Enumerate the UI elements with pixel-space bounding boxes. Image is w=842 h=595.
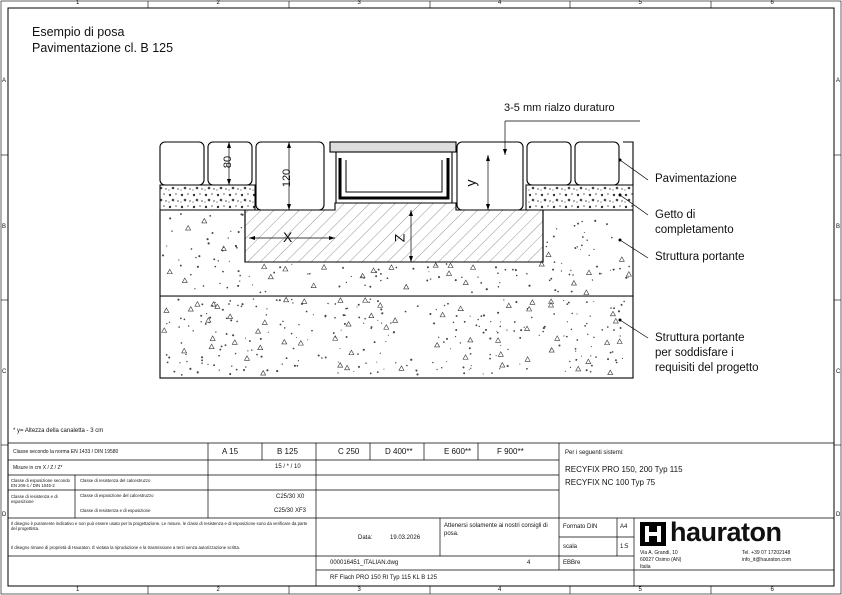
format-value: A4 <box>620 524 628 530</box>
frame-row-letter: D <box>836 511 841 518</box>
lower-foundation <box>160 296 633 378</box>
address-2: 60027 Osimo (AN) <box>640 557 682 563</box>
frame-column-number: 1 <box>76 587 80 593</box>
installation-note: Attenersi solamente ai nostri consigli di posa. <box>444 523 548 537</box>
address-1: Via A. Grandi, 10 <box>640 550 678 556</box>
class-d400: D 400** <box>385 447 413 456</box>
b125-measures: 15 / * / 10 <box>275 464 301 470</box>
footnote: * y= Altezza della canaletta - 3 cm <box>13 428 104 434</box>
disclaimer-1: Il disegno è puramente indicativo e non può essere usato per la progettazione. Le misure, le classi di resistenza e di esposizione sono da verificare da parte del progettista. <box>11 521 308 531</box>
label-foundation-requirements: Struttura portante per soddisfare i requisiti del progetto <box>655 332 759 374</box>
frame-column-number: 2 <box>216 587 220 593</box>
frame-column-number: 3 <box>357 0 361 6</box>
b125-concrete-x0: C25/30 X0 <box>276 494 305 500</box>
top-note: 3-5 mm rialzo duraturo <box>504 102 615 114</box>
frame-column-number: 3 <box>357 587 361 593</box>
phone: Tel. +39 07 17202148 <box>742 550 791 556</box>
frame-column-number: 5 <box>638 0 642 6</box>
hauraton-logo-mark <box>640 522 666 546</box>
disclaimer-2: Il disegno rimane di proprietà di Hauraton. È vietata la riproduzione e la trasmissione a terzi senza autorizzazione scritta. <box>11 545 241 550</box>
class-e600: E 600** <box>444 447 472 456</box>
email: info_it@hauraton.com <box>742 557 791 563</box>
drawing-title-line-2: Pavimentazione cl. B 125 <box>32 41 174 55</box>
drawing-title-line-1: Esempio di posa <box>32 25 125 39</box>
revision: 4 <box>527 560 531 566</box>
class-header: Classe secondo la norma EN 1433 / DIN 19580 <box>13 449 119 455</box>
frame-row-letter: C <box>836 368 841 375</box>
row-label-measures: Misure in cm X / Z / Z* <box>13 465 63 471</box>
systems-title: Per i seguenti sistemi: <box>565 450 624 456</box>
dimension-x: X <box>283 229 293 245</box>
frame-row-letter: A <box>2 77 7 84</box>
class-b125: B 125 <box>277 447 298 456</box>
hauraton-logo-text: hauraton <box>670 517 782 547</box>
frame-column-number: 5 <box>638 587 642 593</box>
frame-column-number: 2 <box>216 0 220 6</box>
title-block-grid <box>8 443 834 586</box>
frame-column-number: 4 <box>498 0 502 6</box>
frame-column-number: 6 <box>770 587 774 593</box>
frame-row-letter: B <box>2 223 7 230</box>
class-a15: A 15 <box>222 447 239 456</box>
sub-label-2: Classe di esposizione del calcestruzzo <box>80 493 154 498</box>
author: EBBre <box>563 560 581 566</box>
system-2: RECYFIX NC 100 Typ 75 <box>565 478 656 487</box>
frame-column-number: 1 <box>76 0 80 6</box>
drawing-code: RF Flach PRO 150 RI Typ 115 KL B 125 <box>330 575 437 581</box>
date-label: Data: <box>358 535 373 541</box>
class-c250: C 250 <box>338 447 360 456</box>
drainage-channel <box>330 142 456 203</box>
b125-concrete-xf3: C25/30 XF3 <box>274 508 307 514</box>
label-paving: Pavimentazione <box>655 173 737 185</box>
dimension-z: Z <box>391 233 408 243</box>
left-column-2: Classe di resistenza e di esposizione <box>11 494 58 504</box>
date-value: 19.03.2026 <box>390 535 421 541</box>
dimension-y: y <box>462 179 479 187</box>
dimension-120: 120 <box>281 168 294 188</box>
system-1: RECYFIX PRO 150, 200 Typ 115 <box>565 465 683 474</box>
frame-column-number: 4 <box>498 587 502 593</box>
frame-row-letter: D <box>2 511 7 518</box>
label-completion-concrete: Getto di completamento <box>655 209 734 236</box>
file-name: 000016451_ITALIAN.dwg <box>330 560 399 566</box>
dimension-80: 80 <box>222 155 235 169</box>
sub-label-3: Classe di resistenza e di esposizione <box>80 508 151 513</box>
format-label: Formato DIN <box>563 524 598 530</box>
class-f900: F 900** <box>497 447 524 456</box>
bedding-right <box>526 185 633 210</box>
frame-row-letter: A <box>836 77 841 84</box>
frame-row-letter: B <box>836 223 841 230</box>
label-load-bearing: Struttura portante <box>655 251 745 263</box>
address-3: Italia <box>640 564 651 570</box>
scale-label: scala <box>563 544 578 550</box>
sub-label-1: Classe di resistenza del calcestruzzo <box>80 478 151 483</box>
frame-column-number: 6 <box>770 0 774 6</box>
scale-value: 1:5 <box>620 544 629 550</box>
left-column-1: Classe di esposizione secondo EN 206-1 / DIN 1045-2 <box>11 478 70 488</box>
frame-row-letter: C <box>2 368 7 375</box>
bedding-left <box>160 185 255 210</box>
